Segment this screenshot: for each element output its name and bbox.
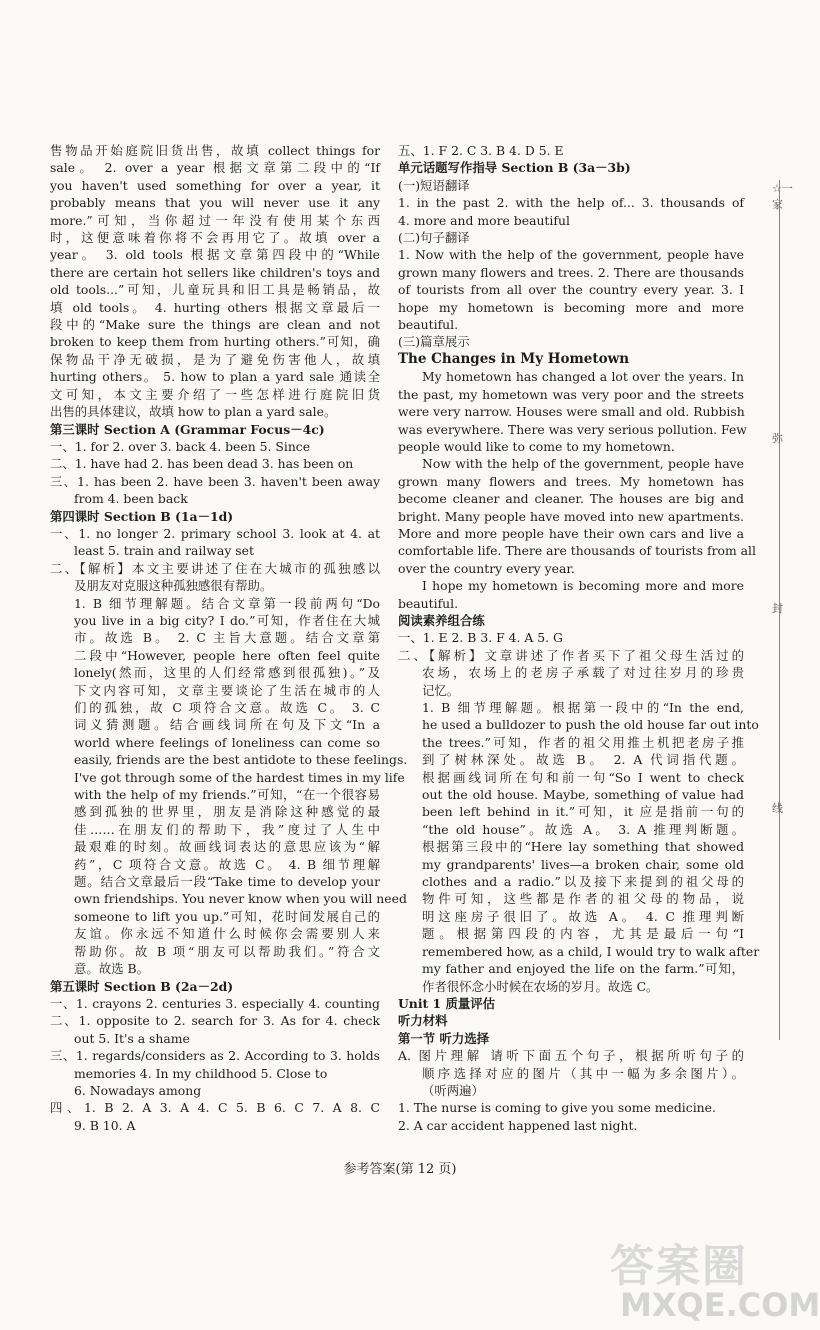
text-line: 二、1. have had 2. has been dead 3. has been on <box>50 456 354 472</box>
text-line: (一)短语翻译 <box>398 177 470 193</box>
text-line: probably means that you will never use it any <box>50 195 380 211</box>
text-line: people would like to come to my hometown. <box>398 438 675 454</box>
text-line: 到了树林深处。故选 B。 2. A 代词指代题。 <box>422 752 744 768</box>
text-line: 一、1. crayons 2. centuries 3. especially 4. counting <box>50 995 380 1011</box>
left-column <box>50 142 408 1134</box>
text-line: 一、1. no longer 2. primary school 3. look at 4. at <box>50 525 380 541</box>
text-line: 二、【解析】文章讲述了作者买下了祖父母生活过的 <box>398 647 744 663</box>
text-line: 出售的具体建议，故填 how to plan a yard sale。 <box>50 404 337 420</box>
text-line: 五、1. F 2. C 3. B 4. D 5. E <box>398 143 564 158</box>
text-line: 词义猜测题。结合画线词所在句及下文“In a <box>74 717 380 733</box>
text-line: 一、1. E 2. B 3. F 4. A 5. G <box>398 630 563 646</box>
text-line: 1. Now with the help of the government, people have <box>398 247 744 263</box>
text-line: 题。根据第四段的内容，尤其是最后一句“I <box>422 926 744 942</box>
text-line: you live in a big city? I do.”可知，作者住在大城 <box>74 612 380 628</box>
text-line: become cleaner and cleaner. The houses are big and <box>398 491 744 507</box>
text-line: 四、1. B 2. A 3. A 4. C 5. B 6. C 7. A 8. C <box>50 1100 380 1116</box>
text-line: (三)篇章展示 <box>398 334 470 350</box>
text-line: 友谊。你永远不知道什么时候你会需要别人来 <box>74 926 380 942</box>
text-line: 根据第三段中的“Here lay something that showed <box>422 839 744 855</box>
text-line: sale。 2. over a year 根据文章第二段中的“If <box>50 160 380 176</box>
text-line: the trees.”可知，作者的祖父用推土机把老房子推 <box>422 734 744 750</box>
text-line: 1. in the past 2. with the help of... 3. thousands of <box>398 195 744 211</box>
text-line: 下文内容可知，文章主要谈论了生活在城市的人 <box>74 682 380 698</box>
text-line: 6. Nowadays among <box>74 1082 202 1098</box>
text-line: beautiful. <box>398 317 459 333</box>
text-line: I've got through some of the hardest times in my life <box>74 769 405 785</box>
text-line: 及朋友对克服这种孤独感很有帮助。 <box>74 578 273 594</box>
text-line: hope my hometown is becoming more and more <box>398 299 744 315</box>
text-line: memories 4. In my childhood 5. Close to <box>74 1065 328 1081</box>
text-line: 们的孤独，故 C 项符合文意。故选 C。 3. C <box>74 700 380 715</box>
text-line: （听两遍） <box>422 1082 484 1098</box>
text-line: were very narrow. Houses were small and old. Rubbish <box>398 404 745 420</box>
watermark-url: MXQE.COM <box>620 1286 820 1324</box>
margin-mark: 弥 <box>772 432 783 445</box>
text-line: lonely(然而，这里的人们经常感到很孤独)。”及 <box>74 665 380 681</box>
text-line: 1. B 细节理解题。结合文章第一段前两句“Do <box>74 595 380 611</box>
text-line: you haven't used something for over a year, it <box>50 177 380 193</box>
text-line: over the country every year. <box>398 560 575 576</box>
text-line: 帮助你。故 B 项“朋友可以帮助我们。”符合文 <box>74 943 380 959</box>
text-line: clothes and a radio.”以及接下来提到的祖父母的 <box>422 874 744 890</box>
text-line: 阅读素养组合练 <box>398 612 485 628</box>
text-line: 三、1. has been 2. have been 3. haven't been away <box>50 473 380 489</box>
text-line: 第四课时 Section B (1a－1d) <box>50 508 234 524</box>
text-line: bright. Many people have moved into new apartments. <box>398 508 744 524</box>
text-line: out 5. It's a shame <box>74 1030 190 1046</box>
text-line: 题。结合文章最后一段“Take time to develop your <box>74 874 380 890</box>
text-line: The Changes in My Hometown <box>398 350 630 367</box>
text-line: broken to keep them from hurting others.”可知，确 <box>50 334 380 350</box>
text-line: with the help of my friends.”可知，“在一个很容易 <box>74 787 380 803</box>
text-line: 文可知，本文主要介绍了一些怎样进行庭院旧货 <box>50 386 380 402</box>
text-line: world where feelings of loneliness can come so <box>74 734 380 750</box>
text-line: beautiful. <box>398 595 459 611</box>
text-line: 一、1. for 2. over 3. back 4. been 5. Since <box>50 438 311 454</box>
text-line: 填 old tools。 4. hurting others 根据文章最后一 <box>50 299 380 315</box>
text-line: Unit 1 质量评估 <box>398 995 496 1011</box>
text-line: 第三课时 Section A (Grammar Focus－4c) <box>50 421 325 437</box>
text-line: 第五课时 Section B (2a－2d) <box>50 978 234 994</box>
text-line: remembered how, as a child, I would try to walk after <box>422 943 760 959</box>
text-line: 明这座房子很旧了。故选 A。 4. C 推理判断 <box>422 908 744 924</box>
text-line: 二段中“However, people here often feel quite <box>74 647 380 663</box>
text-line: 二、【解析】本文主要讲述了住在大城市的孤独感以 <box>50 560 380 576</box>
text-line: 作者很怀念小时候在农场的岁月。故选 C。 <box>422 978 659 994</box>
text-line: someone to lift you up.”可知，花时间发展自己的 <box>74 908 380 924</box>
text-line: “the old house”。故选 A。 3. A 推理判断题。 <box>422 821 744 837</box>
text-line: old tools...”可知，儿童玩具和旧工具是畅销品，故 <box>50 282 380 298</box>
text-line: own friendships. You never know when you will need <box>74 891 407 907</box>
text-line: least 5. train and railway set <box>74 543 254 559</box>
text-line: grown many flowers and trees. 2. There are thousands <box>398 264 744 280</box>
margin-mark: 封 <box>772 602 783 615</box>
text-line: I hope my hometown is becoming more and more <box>422 578 744 594</box>
text-line: 根据画线词所在句和前一句“So I went to check <box>422 769 744 785</box>
text-line: the past, my hometown was very poor and the streets <box>398 386 744 402</box>
text-line: more.”可知，当你超过一年没有使用某个东西 <box>50 212 380 228</box>
text-line: My hometown has changed a lot over the years. In <box>422 369 744 385</box>
text-line: Now with the help of the government, people have <box>422 456 744 472</box>
text-line: 佳……在朋友们的帮助下，我”度过了人生中 <box>74 821 380 837</box>
text-line: 二、1. opposite to 2. search for 3. As for 4. check <box>50 1013 380 1029</box>
text-line: from 4. been back <box>74 491 188 507</box>
text-line: there are certain hot sellers like children's toys and <box>50 264 380 280</box>
text-line: 最艰难的时刻。故画线词表达的意思应该为“解 <box>74 839 380 855</box>
text-line: 保物品干净无破损，是为了避免伤害他人，故填 <box>50 351 380 367</box>
text-line: 1. The nurse is coming to give you some medicine. <box>398 1100 716 1116</box>
text-line: 4. more and more beautiful <box>398 212 570 228</box>
text-line: 时，这便意味着你将不会再用它了。故填 over a <box>50 230 380 246</box>
text-line: 市。故选 B。 2. C 主旨大意题。结合文章第 <box>74 630 380 646</box>
text-line: 听力材料 <box>398 1013 448 1029</box>
text-line: my father and enjoyed the life on the farm.”可知， <box>422 961 744 977</box>
margin-mark: 线 <box>772 802 783 815</box>
text-line: 售物品开始庭院旧货出售，故填 collect things for <box>50 143 380 158</box>
text-line: hurting others。 5. how to plan a yard sale 通读全 <box>50 369 380 385</box>
text-line: More and more people have their own cars and live a <box>398 525 744 541</box>
page-footer: 参考答案(第 12 页) <box>343 1162 457 1177</box>
text-line: he used a bulldozer to push the old house far out into <box>422 717 759 733</box>
text-line: 记忆。 <box>422 682 460 698</box>
text-line: 第一节 听力选择 <box>398 1030 490 1046</box>
watermark-logo <box>560 1230 820 1325</box>
watermark-text: 答案圈 <box>610 1241 748 1292</box>
text-line: 9. B 10. A <box>74 1117 136 1133</box>
text-line: 感到孤独的世界里，朋友是消除这种感觉的最 <box>74 804 380 820</box>
text-line: 三、1. regards/considers as 2. According to 3. holds <box>50 1048 380 1064</box>
text-line: (二)句子翻译 <box>398 230 470 246</box>
text-line: 单元话题写作指导 Section B (3a－3b) <box>398 160 631 176</box>
text-line: comfortable life. There are thousands of tourists from all <box>398 543 756 559</box>
text-line: 药”，C 项符合文意。故选 C。 4. B 细节理解 <box>74 856 380 872</box>
text-line: 段中的“Make sure the things are clean and not <box>50 317 380 333</box>
text-line: 农场，农场上的老房子承载了对过往岁月的珍贵 <box>422 665 744 681</box>
text-line: out the old house. Maybe, something of value had <box>422 787 744 803</box>
text-line: 物件可知，这些都是作者的祖父母的物品，说 <box>422 891 744 907</box>
text-line: 1. B 细节理解题。根据第一段中的“In the end, <box>422 700 744 715</box>
text-line: grown many flowers and trees. My hometown has <box>398 473 744 489</box>
text-line: 顺序选择对应的图片（其中一幅为多余图片）。 <box>422 1065 744 1081</box>
margin-mark: ☆一家 <box>772 182 793 211</box>
text-line: 意。故选 B。 <box>74 961 149 977</box>
right-column <box>398 142 760 1134</box>
text-line: 2. A car accident happened last night. <box>398 1117 638 1133</box>
text-line: year。 3. old tools 根据文章第四段中的“While <box>50 247 380 263</box>
text-line: easily, friends are the best antidote to these feelings. <box>74 752 408 768</box>
text-line: was everywhere. There was very serious pollution. Few <box>398 421 747 437</box>
text-line: been left behind in it.”可知，it 应是指前一句的 <box>422 804 744 820</box>
text-line: A. 图片理解 请听下面五个句子，根据所听句子的 <box>398 1048 744 1064</box>
text-line: my grandparents' lives—a broken chair, some old <box>422 856 744 872</box>
text-line: of tourists from all over the country every year. 3. I <box>398 282 744 298</box>
